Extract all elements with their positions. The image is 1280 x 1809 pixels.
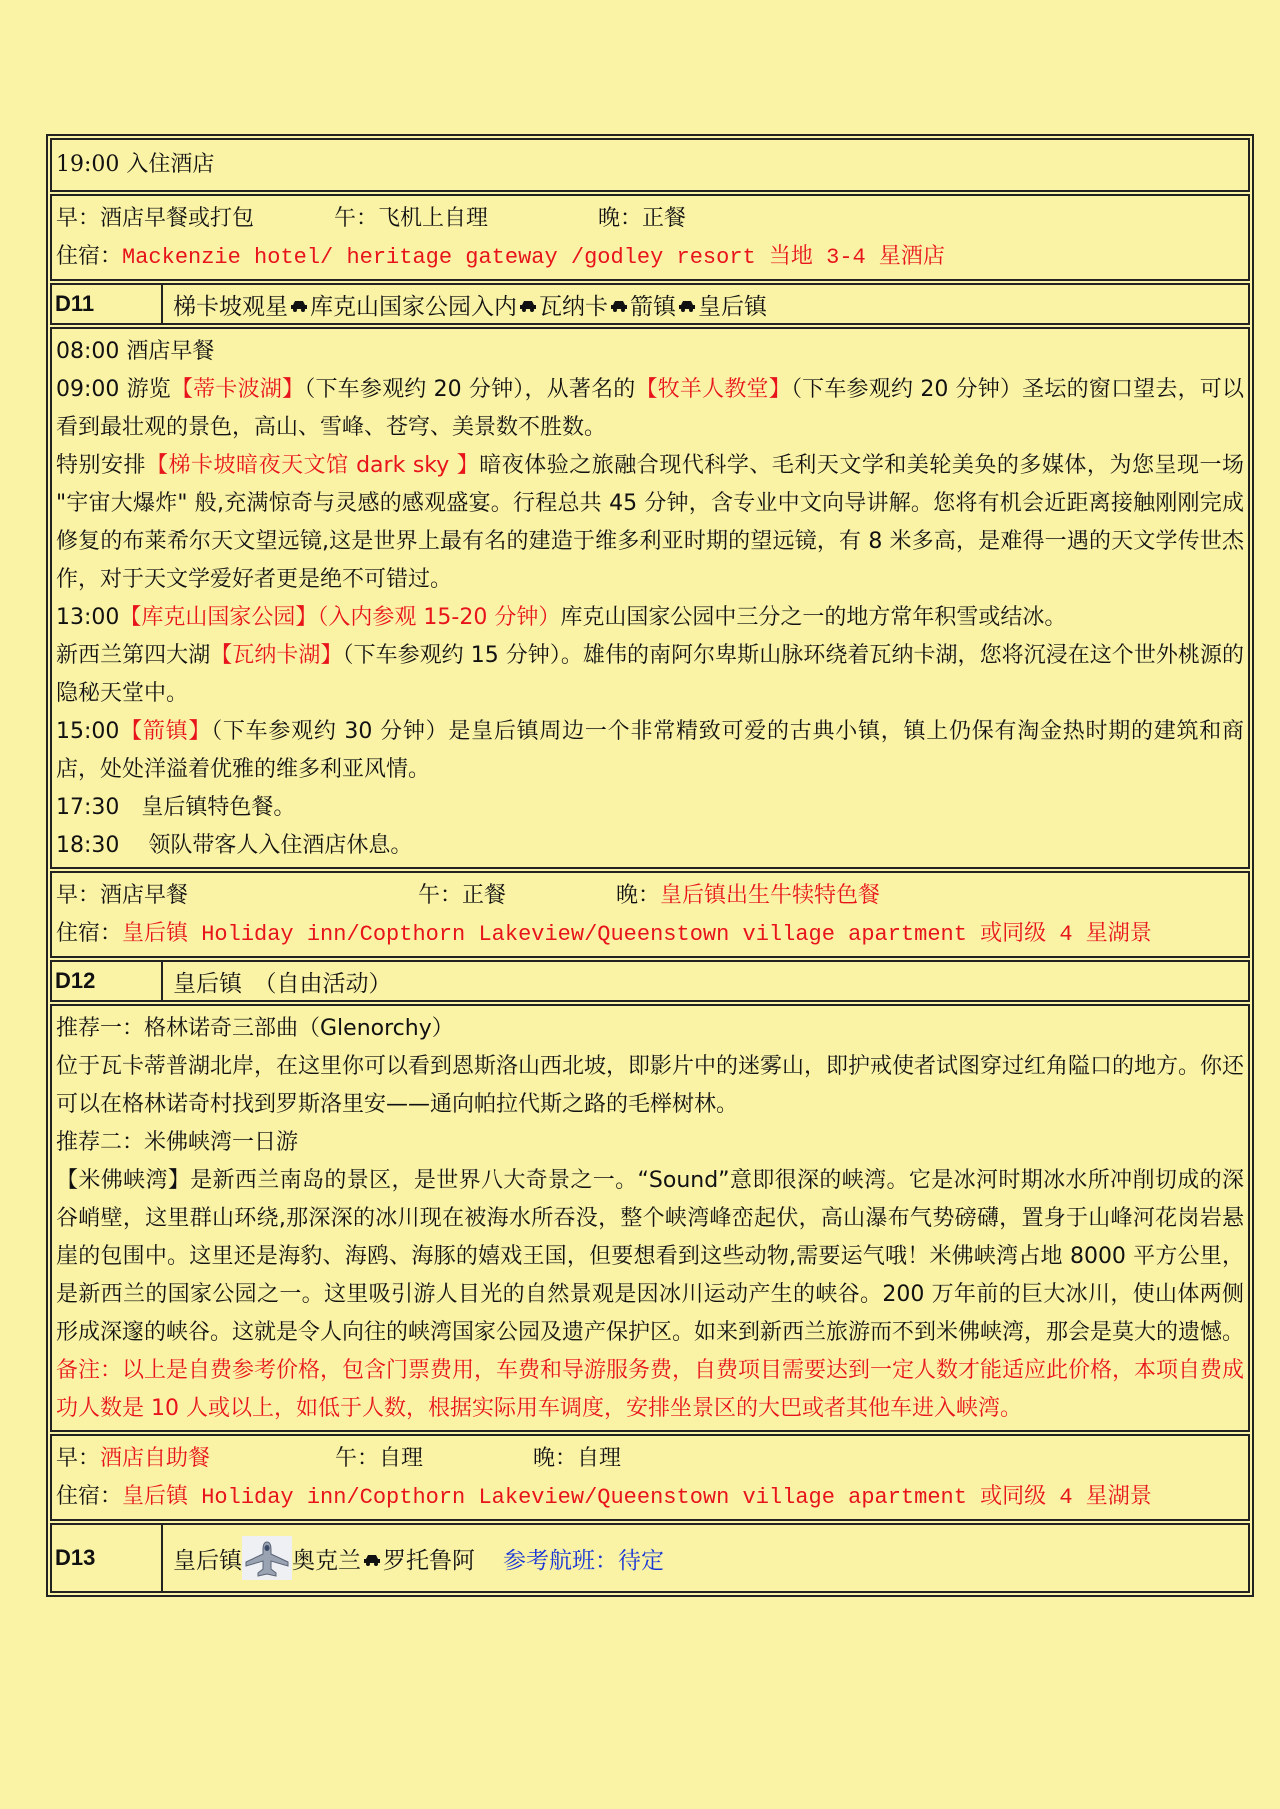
day-route <box>163 1525 664 1591</box>
highlight: 【库克山国家公园】（入内参观 15-20 分钟） <box>119 605 561 630</box>
recommendation-text: 【米佛峡湾】是新西兰南岛的景区，是世界八大奇景之一。“Sound”意即很深的峡湾。它是冰河时期冰水所冲削切成的深谷峭壁，这里群山环绕,那深深的冰川现在被海水所吞没，整个峡湾峰峦起伏，高山瀑布气势磅礴，置身于山峰河花岗岩悬崖的包围中。这里还是海豹、海鸥、海豚的嬉戏王国，但要想看到这些动物,需要运气哦！米佛峡湾占地 8000 平方公里，是新西兰的国家公园之一。这里吸引游人目光的自然景观是因冰川运动产生的峡谷。200 万年前的巨大冰川，使山体两侧形成深邃的峡谷。这就是令人向往的峡湾国家公园及遗产保护区。如来到新西兰旅游而不到米佛峡湾，那会是莫大的遗憾。 <box>56 1168 1245 1345</box>
route-stop: 皇后镇 <box>173 1547 242 1574</box>
text: （下车参观约 30 分钟）是皇后镇周边一个非常精致可爱的古典小镇，镇上仍保有淘金热时期的建筑和商店，处处洋溢着优雅的维多利亚风情。 <box>56 719 1244 782</box>
lunch: 午：飞机上自理 <box>334 206 489 231</box>
meals-line <box>56 200 1244 238</box>
day-header-d13 <box>50 1523 1250 1593</box>
meals-stay-row <box>50 871 1250 958</box>
route-stop: 梯卡坡观星 <box>173 293 288 320</box>
highlight: 【瓦纳卡湖】 <box>210 643 343 668</box>
stay-label: 住宿： <box>56 244 123 269</box>
recommendation-title: 推荐二：米佛峡湾一日游 <box>56 1130 299 1155</box>
day-label: D12 <box>52 962 163 1000</box>
meals-stay-row <box>50 194 1250 281</box>
schedule-paragraph <box>56 371 1244 447</box>
stay-hotels: Mackenzie hotel/ heritage gateway /godley resort 当地 3-4 星酒店 <box>122 245 945 270</box>
text: 特别安排 <box>56 453 147 478</box>
text: 暗夜体验之旅融合现代科学、毛利天文学和美轮美奂的多媒体，为您呈现一场 "宇宙大爆炸" 般,充满惊奇与灵感的感观盛宴。行程总共 45 分钟，含专业中文向导讲解。您将有机会近距离接触刚刚完成修复的布莱希尔天文望远镜,这是世界上最有名的建造于维多利亚时期的望远镜，有 8 米多高，是难得一遇的天文学传世杰作，对于天文学爱好者更是绝不可错过。 <box>56 453 1244 592</box>
text: 09:00 游览 <box>56 377 172 402</box>
car-icon <box>610 300 628 312</box>
text: 13:00 <box>56 605 120 630</box>
route-stop: 皇后镇 <box>698 293 767 320</box>
breakfast: 早：酒店早餐或打包 <box>56 206 255 231</box>
schedule-line: 08:00 酒店早餐 <box>56 339 215 364</box>
stay-hotels: 皇后镇 Holiday inn/Copthorn Lakeview/Queenstown village apartment 或同级 4 星湖景 <box>122 922 1152 947</box>
checkin-text: 19:00 入住酒店 <box>56 152 215 177</box>
recommendation-title: 推荐一：格林诺奇三部曲（Glenorchy） <box>56 1016 454 1041</box>
text: （下车参观约 20 分钟）圣坛的窗口望去，可以看到最壮观的景色，高山、雪峰、苍穹、美景数不胜数。 <box>56 377 1244 440</box>
schedule-line: 17:30 皇后镇特色餐。 <box>56 795 296 820</box>
note-text: 备注：以上是自费参考价格，包含门票费用，车费和导游服务费，自费项目需要达到一定人数才能适应此价格，本项自费成功人数是 10 人或以上，如低于人数，根据实际用车调度，安排坐景区的大巴或者其他车进入峡湾。 <box>56 1358 1245 1421</box>
highlight: 【牧羊人教堂】 <box>635 377 791 402</box>
dinner: 晚：正餐 <box>598 206 687 231</box>
day-header-d12 <box>50 960 1250 1002</box>
car-icon <box>519 300 537 312</box>
route-stop: 罗托鲁阿 <box>383 1547 475 1574</box>
route-stop: 瓦纳卡 <box>539 293 608 320</box>
highlight: 【蒂卡波湖】 <box>171 377 305 402</box>
highlight: 【箭镇】 <box>119 719 212 744</box>
itinerary-table <box>46 134 1254 1597</box>
text: 新西兰第四大湖 <box>56 643 211 668</box>
highlight: 【梯卡坡暗夜天文馆 dark sky 】 <box>146 453 480 478</box>
schedule-paragraph <box>56 447 1244 599</box>
text: （下车参观约 15 分钟）。雄伟的南阿尔卑斯山脉环绕着瓦纳卡湖，您将沉浸在这个世外桃源的隐秘天堂中。 <box>56 643 1244 706</box>
checkin-row <box>50 138 1250 192</box>
dinner: 皇后镇出生牛犊特色餐 <box>660 883 881 908</box>
day-header-d11 <box>50 283 1250 325</box>
day-route <box>163 285 767 323</box>
day-body-d11 <box>50 327 1250 869</box>
schedule-paragraph <box>56 637 1244 713</box>
schedule-paragraph <box>56 713 1244 789</box>
day-body-d12 <box>50 1004 1250 1432</box>
route-stop: 奥克兰 <box>292 1547 361 1574</box>
stay-line <box>56 238 1244 277</box>
dinner: 晚：自理 <box>533 1446 622 1471</box>
breakfast-label: 早： <box>56 1446 101 1471</box>
schedule-paragraph <box>56 599 1244 637</box>
route-stop: 箭镇 <box>630 293 676 320</box>
breakfast: 早：酒店早餐 <box>56 883 189 908</box>
text: 库克山国家公园中三分之一的地方常年积雪或结冰。 <box>560 605 1067 630</box>
meals-line <box>56 877 1244 915</box>
stay-hotels: 皇后镇 Holiday inn/Copthorn Lakeview/Queenstown village apartment 或同级 4 星湖景 <box>122 1485 1152 1510</box>
meals-line <box>56 1440 1244 1478</box>
lunch: 午：正餐 <box>418 883 507 908</box>
car-icon <box>678 300 696 312</box>
plane-icon <box>242 1536 292 1580</box>
stay-label: 住宿： <box>56 921 123 946</box>
flight-info: 参考航班：待定 <box>503 1547 664 1574</box>
day-label: D13 <box>52 1525 163 1591</box>
dinner-label: 晚： <box>616 883 661 908</box>
route-stop: 库克山国家公园入内 <box>310 293 517 320</box>
breakfast: 酒店自助餐 <box>100 1446 211 1471</box>
stay-line <box>56 915 1244 954</box>
day-label: D11 <box>52 285 163 323</box>
day-route: 皇后镇 （自由活动） <box>173 970 392 997</box>
text: （下车参观约 20 分钟），从著名的 <box>304 377 636 402</box>
lunch: 午：自理 <box>335 1446 424 1471</box>
schedule-line: 18:30 领队带客人入住酒店休息。 <box>56 833 413 858</box>
meals-stay-row <box>50 1434 1250 1521</box>
text: 15:00 <box>56 719 120 744</box>
recommendation-text: 位于瓦卡蒂普湖北岸，在这里你可以看到恩斯洛山西北坡，即影片中的迷雾山，即护戒使者试图穿过红角隘口的地方。你还可以在格林诺奇村找到罗斯洛里安——通向帕拉代斯之路的毛榉树林。 <box>56 1054 1245 1117</box>
car-icon <box>290 300 308 312</box>
stay-label: 住宿： <box>56 1484 123 1509</box>
stay-line <box>56 1478 1244 1517</box>
car-icon <box>363 1554 381 1566</box>
